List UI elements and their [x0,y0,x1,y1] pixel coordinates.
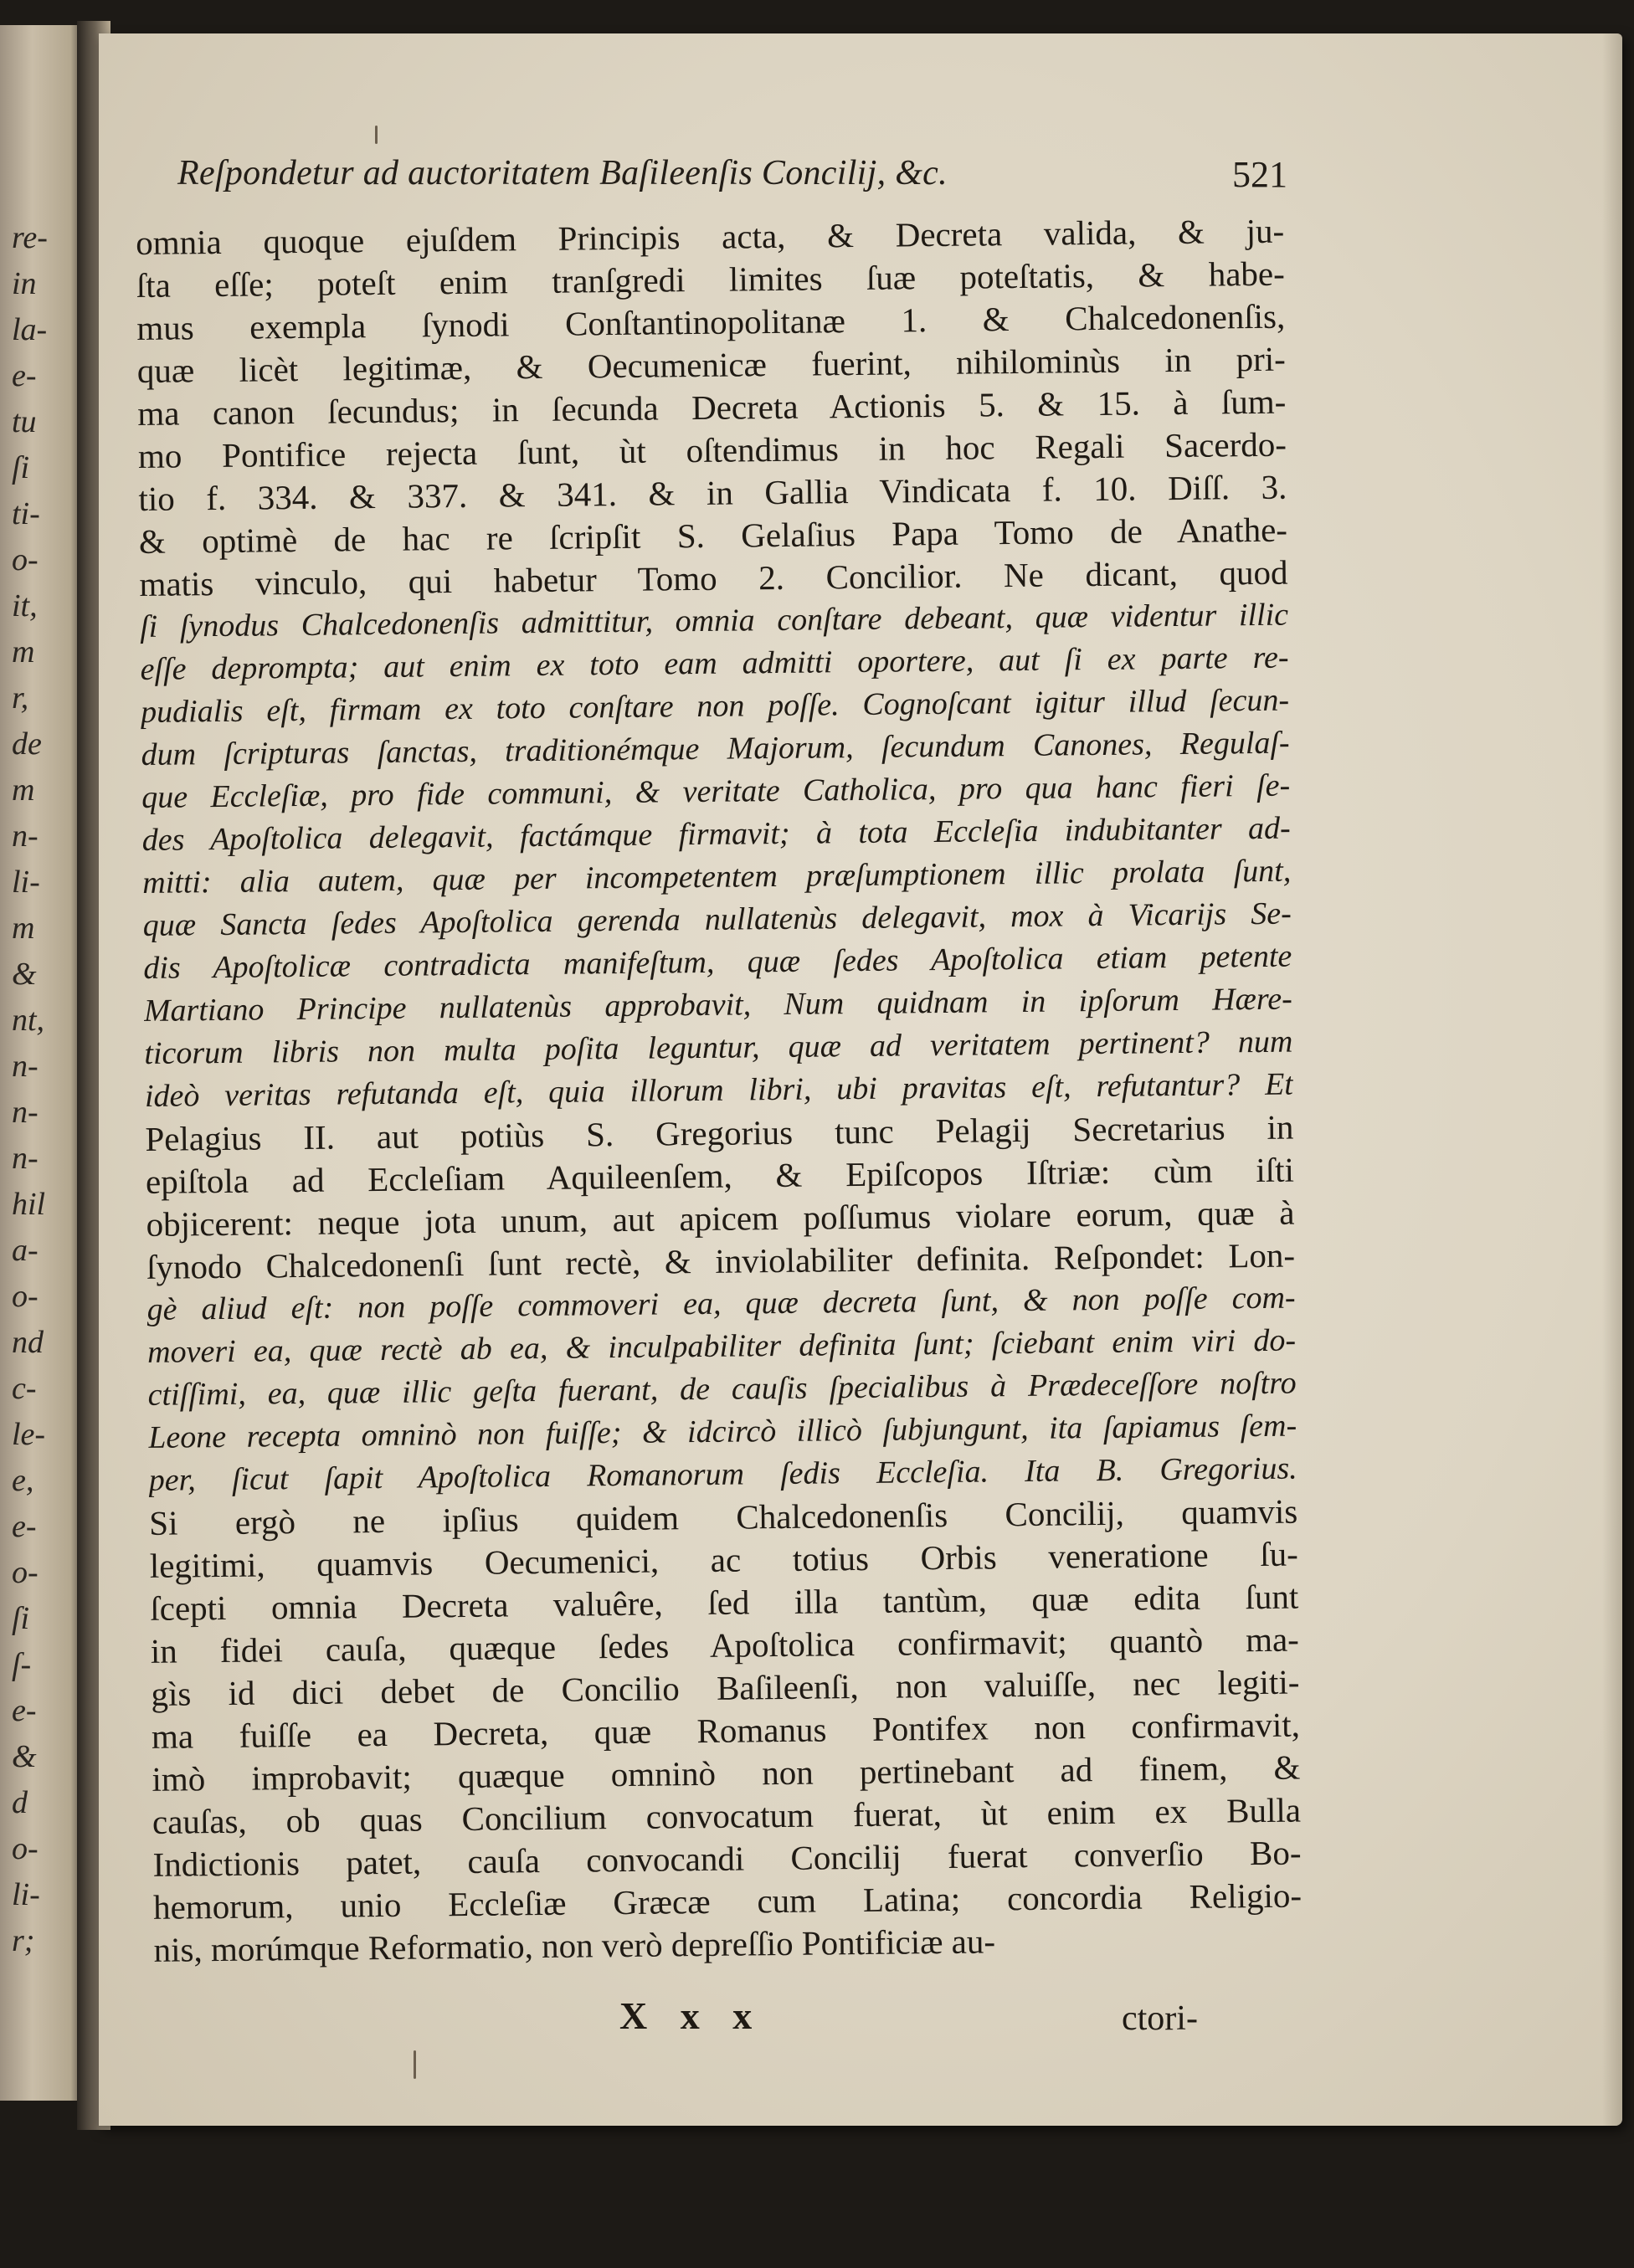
text-line: mus exempla ſynodi Conſtantinopolitanæ 1. & Chalcedonenſis, [136,296,1286,347]
signature-mark: X x x [619,1994,764,2037]
previous-page-fragment: r, [12,680,29,716]
text-line: objicerent: neque jota unum, aut apicem poſſumus violare eorum, quæ à [146,1193,1295,1244]
previous-page-fragment: ti- [12,496,40,531]
catchword: ctori- [1122,1999,1198,2038]
text-line: eſſe deprompta; aut enim ex toto eam admitti oportere, aut ſi ex parte re- [140,639,1289,687]
previous-page-edge [0,25,80,2101]
text-line: gè aliud eſt: non poſſe commoveri ea, quæ decreta ſunt, & non poſſe com- [146,1280,1296,1327]
text-line: ticorum libris non multa poſita leguntur, quæ ad veritatem pertinent? num [144,1024,1293,1071]
previous-page-fragment: hil [12,1187,46,1222]
previous-page-fragment: n- [12,818,39,854]
previous-page-fragment: o- [12,1831,39,1866]
text-line: quæ Sancta ſedes Apoſtolica gerenda nullatenùs delegavit, mox à Vicarijs Se- [142,895,1292,943]
previous-page-fragment: it, [12,588,38,623]
previous-page-fragment: & [12,957,37,992]
previous-page-fragment: c- [12,1371,37,1406]
text-line: imò improbavit; quæque omninò non pertinebant ad finem, & [152,1747,1301,1798]
text-line: quæ licèt legitimæ, & Oecumenicæ fuerint, nihilominùs in pri- [136,339,1287,390]
previous-page-fragment: e, [12,1463,34,1498]
previous-page-fragment: m [12,911,35,946]
text-line: in fidei cauſa, quæque ſedes Apoſtolica confirmavit; quantò ma- [150,1619,1300,1670]
text-line: ſcepti omnia Decreta valuêre, ſed illa tantùm, quæ edita ſunt [150,1577,1299,1628]
text-line: matis vinculo, qui habetur Tomo 2. Concilior. Ne dicant, quod [139,552,1288,603]
previous-page-fragment: re- [12,220,48,255]
ink-speck [414,2050,416,2079]
text-line: moveri ea, quæ rectè ab ea, & inculpabiliter definita ſunt; ſciebant enim viri do- [146,1322,1297,1370]
previous-page-fragment: nt, [12,1003,45,1038]
body-text [136,210,1303,1972]
previous-page-fragment: n- [12,1049,39,1084]
text-line: dum ſcripturas ſanctas, traditionémque Majorum, ſecundum Canones, Regulaſ- [141,725,1290,772]
text-line: mo Pontifice rejecta ſunt, ùt oſtendimus in hoc Regali Sacerdo- [137,424,1287,475]
text-line: que Eccleſiæ, pro fide communi, & veritate Catholica, pro qua hanc fieri ſe- [141,767,1291,815]
previous-page-fragment: & [12,1739,37,1774]
page-edge-shadow [1602,33,1622,2126]
previous-page-fragment: ſ- [12,1647,32,1682]
text-line: hemorum, unio Eccleſiæ Græcæ cum Latina; concordia Religio- [152,1875,1303,1927]
previous-page-fragment: n- [12,1141,39,1176]
previous-page-fragment: li- [12,865,40,900]
text-line: Leone recepta omninò non fuiſſe; & idcircò illicò ſubjungunt, ita ſapiamus ſem- [147,1408,1297,1455]
previous-page-fragment: e- [12,1693,37,1728]
previous-page-fragment: o- [12,1555,39,1590]
previous-page-fragment: e- [12,358,37,393]
text-line: dis Apoſtolicæ contradicta manifeſtum, quæ ſedes Apoſtolica etiam petente [143,938,1292,986]
previous-page-fragment: li- [12,1877,40,1912]
text-line: Si ergò ne ipſius quidem Chalcedonenſis Concilij, quamvis [149,1491,1298,1542]
previous-page-fragment: in [12,266,37,301]
text-line: des Apoſtolica delegavit, factámque firmavit; à tota Eccleſia indubitanter ad- [141,810,1291,858]
ink-speck [375,126,378,144]
previous-page-fragment: de [12,726,42,762]
text-line: gìs id dici debet de Concilio Baſileenſi, non valuiſſe, nec legiti- [151,1662,1300,1713]
text-line: ma canon ſecundus; in ſecunda Decreta Actionis 5. & 15. à ſum- [137,382,1287,433]
previous-page-fragment: tu [12,404,37,439]
text-line: cauſas, ob quas Concilium convocatum fuerat, ùt enim ex Bulla [152,1790,1302,1841]
previous-page-fragment: n- [12,1095,39,1130]
text-line: ſta eſſe; poteſt enim tranſgredi limites ſuæ poteſtatis, & habe- [136,254,1285,305]
previous-page-fragment: e- [12,1509,37,1544]
text-line: ma fuiſſe ea Decreta, quæ Romanus Pontifex non confirmavit, [151,1705,1301,1756]
text-line: ſynodo Chalcedonenſi ſunt rectè, & inviolabiliter definita. Reſpondet: Lon- [146,1235,1296,1286]
previous-page-fragment: ſi [12,450,30,485]
text-line: Pelagius II. aut potiùs S. Gregorius tunc Pelagij Secretarius in [145,1107,1294,1158]
page-number: 521 [1232,154,1287,195]
previous-page-fragment: o- [12,1279,39,1314]
previous-page-fragment: a- [12,1233,39,1268]
text-line: & optimè de hac re ſcripſit S. Gelaſius Papa Tomo de Anathe- [138,510,1288,561]
running-head: Reſpondetur ad auctoritatem Baſileenſis Concilij, &c. [177,154,948,192]
previous-page-fragment: le- [12,1417,46,1452]
text-line: ſi ſynodus Chalcedonenſis admittitur, omnia conſtare debeant, quæ videntur illic [139,597,1289,644]
text-line: ctiſſimi, ea, quæ illic geſta fuerant, de cauſis ſpecialibus à Prædeceſſore noſtro [147,1365,1297,1413]
previous-page-fragment: d [12,1785,28,1820]
text-line: tio f. 334. & 337. & 341. & in Gallia Vindicata f. 10. Diſſ. 3. [138,467,1287,518]
text-line: ideò veritas refutanda eſt, quia illorum libri, ubi pravitas eſt, refutantur? Et [144,1066,1294,1114]
previous-page-fragment: r; [12,1923,35,1958]
text-line: omnia quoque ejuſdem Principis acta, & Decreta valida, & ju- [136,211,1285,262]
previous-page-fragment: o- [12,542,39,577]
text-line: Martiano Principe nullatenùs approbavit, Num quidnam in ipſorum Hære- [143,981,1293,1029]
previous-page-fragment: m [12,772,35,808]
text-line: legitimi, quamvis Oecumenici, ac totius Orbis veneratione ſu- [149,1534,1298,1585]
previous-page-fragment: ſi [12,1601,30,1636]
text-line: epiſtola ad Eccleſiam Aquileenſem, & Epiſcopos Iſtriæ: cùm iſti [145,1150,1295,1201]
text-line: Indictionis patet, cauſa convocandi Concilij fuerat converſio Bo- [152,1833,1302,1884]
previous-page-fragment: la- [12,312,48,347]
text-line: pudialis eſt, firmam ex toto conſtare non poſſe. Cognoſcant igitur illud ſecun- [140,682,1290,730]
text-line: nis, morúmque Reformatio, non verò depreſſio Pontificiæ au- [153,1922,996,1969]
previous-page-fragment: m [12,634,35,670]
text-line: mitti: alia autem, quæ per incompetentem præſumptionem illic prolata ſunt, [142,853,1292,901]
text-line: per, ſicut ſapit Apoſtolica Romanorum ſedis Eccleſia. Ita B. Gregorius. [148,1450,1297,1498]
previous-page-fragment: nd [12,1325,44,1360]
